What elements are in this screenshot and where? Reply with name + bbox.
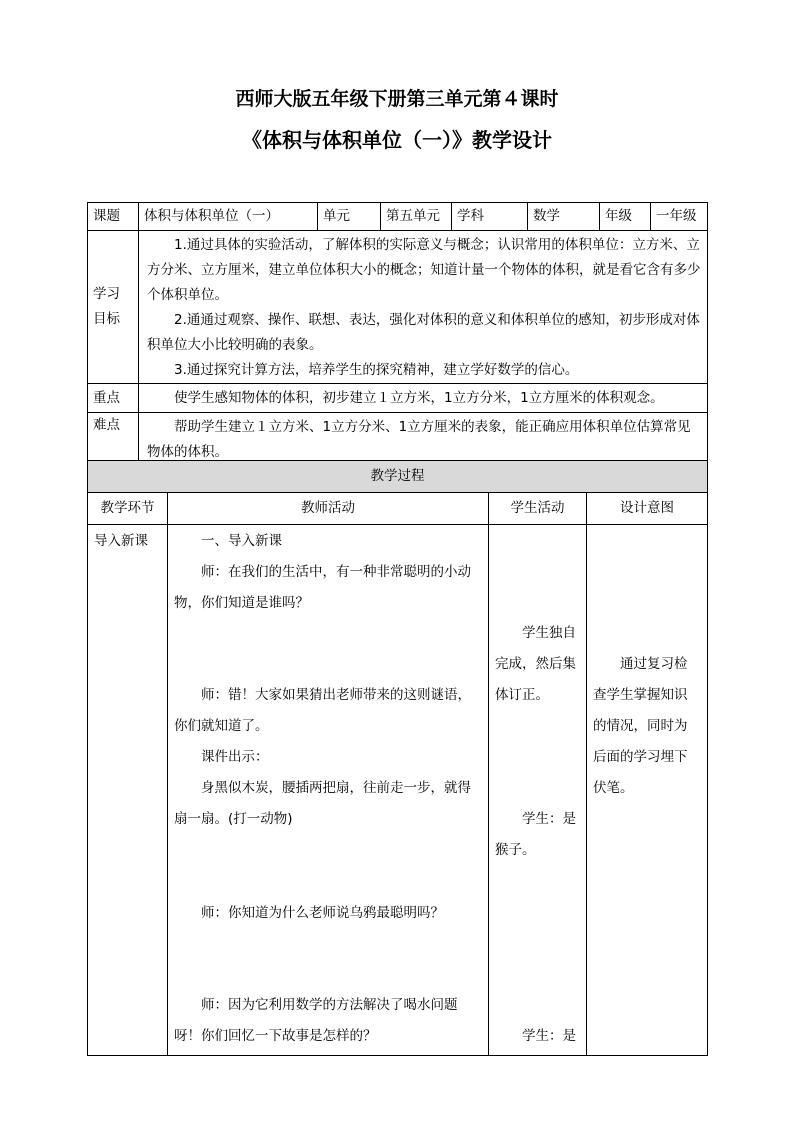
process-body-row xyxy=(88,525,708,1056)
objective-2: 2.通通过观察、操作、联想、表达，强化对体积的意义和体积单位的感知，初步形成对体积单位大小比较明确的表象。 xyxy=(147,312,700,353)
student-activity-cell xyxy=(489,525,587,1056)
subject-value: 数学 xyxy=(528,203,600,231)
design-intent-cell xyxy=(587,525,708,1056)
process-band-title: 教学过程 xyxy=(88,461,708,493)
teacher-activity-cell xyxy=(168,525,489,1056)
process-band-row xyxy=(88,461,708,493)
teacher-line-10: 师：因为它利用数学的方法解决了喝水问题 xyxy=(201,997,458,1013)
intent-line-3: 的情况，同时为 xyxy=(593,718,688,734)
teacher-line-3: 物，你们知道是谁吗？ xyxy=(174,595,309,611)
objectives-label xyxy=(88,231,139,384)
document-subtitle: 《体积与体积单位（一）》教学设计 xyxy=(242,128,552,152)
teacher-line-7: 身黑似木炭，腰插两把扇，往前走一步，就得 xyxy=(201,780,471,796)
teaching-process-table xyxy=(87,460,708,1056)
col-intent-header: 设计意图 xyxy=(587,493,708,525)
teacher-line-2: 师：在我们的生活中，有一种非常聪明的小动 xyxy=(201,564,471,580)
objectives-content xyxy=(139,231,708,384)
grade-value: 一年级 xyxy=(651,203,708,231)
info-header-row xyxy=(88,203,708,231)
intent-line-1: 通过复习检 xyxy=(620,656,688,672)
document-title: 西师大版五年级下册第三单元第４课时 xyxy=(235,88,559,110)
process-header-row xyxy=(88,493,708,525)
student-line-3: 体订正。 xyxy=(495,687,549,703)
grade-label: 年级 xyxy=(600,203,651,231)
key-point-row xyxy=(88,384,708,413)
teacher-line-11: 呀！你们回忆一下故事是怎样的？ xyxy=(174,1028,377,1044)
topic-value: 体积与体积单位（一） xyxy=(139,203,318,231)
teacher-line-8: 扇一扇。(打一动物) xyxy=(174,811,293,827)
teacher-line-6: 课件出示： xyxy=(201,749,269,765)
teacher-line-5: 你们就知道了。 xyxy=(174,718,269,734)
difficulty-label: 难点 xyxy=(88,413,139,468)
subject-label: 学科 xyxy=(452,203,528,231)
intent-line-5: 伏笔。 xyxy=(593,780,634,796)
difficulty-text: 帮助学生建立１立方米、1立方分米、1立方厘米的表象，能正确应用体积单位估算常见物体的体积。 xyxy=(147,419,691,460)
stage-cell xyxy=(88,525,168,1056)
objective-1: 1.通过具体的实验活动，了解体积的实际意义与概念；认识常用的体积单位：立方米、立方分米、立方厘米，建立单位体积大小的概念；知道计量一个物体的体积，就是看它含有多少个体积单位。 xyxy=(147,237,701,303)
objectives-row xyxy=(88,231,708,384)
teacher-line-4: 师：错！大家如果猜出老师带来的这则谜语， xyxy=(201,687,471,703)
teacher-line-1: 一、导入新课 xyxy=(201,533,282,549)
topic-label: 课题 xyxy=(88,203,139,231)
student-line-2: 完成，然后集 xyxy=(495,656,576,672)
key-point-text: 使学生感知物体的体积，初步建立１立方米，1立方分米，1立方厘米的体积观念。 xyxy=(174,390,664,406)
lesson-info-table xyxy=(87,202,708,468)
intent-line-4: 后面的学习埋下 xyxy=(593,749,688,765)
teacher-line-9: 师：你知道为什么老师说乌鸦最聪明吗？ xyxy=(201,905,444,921)
stage-name: 导入新课 xyxy=(94,533,148,549)
objectives-label-line1: 学习 xyxy=(93,286,120,302)
col-teacher-header: 教师活动 xyxy=(168,493,489,525)
student-line-4: 学生：是 xyxy=(522,811,576,827)
unit-label: 单元 xyxy=(318,203,381,231)
objectives-label-line2: 目标 xyxy=(93,311,120,327)
student-line-5: 猴子。 xyxy=(495,842,536,858)
student-line-6: 学生：是 xyxy=(522,1028,576,1044)
key-point-label: 重点 xyxy=(88,384,139,413)
key-point-content xyxy=(139,384,708,413)
col-student-header: 学生活动 xyxy=(489,493,587,525)
student-line-1: 学生独自 xyxy=(522,625,576,641)
objective-3: 3.通过探究计算方法，培养学生的探究精神，建立学好数学的信心。 xyxy=(174,362,579,378)
unit-value: 第五单元 xyxy=(381,203,452,231)
col-stage-header: 教学环节 xyxy=(88,493,168,525)
intent-line-2: 查学生掌握知识 xyxy=(593,687,688,703)
